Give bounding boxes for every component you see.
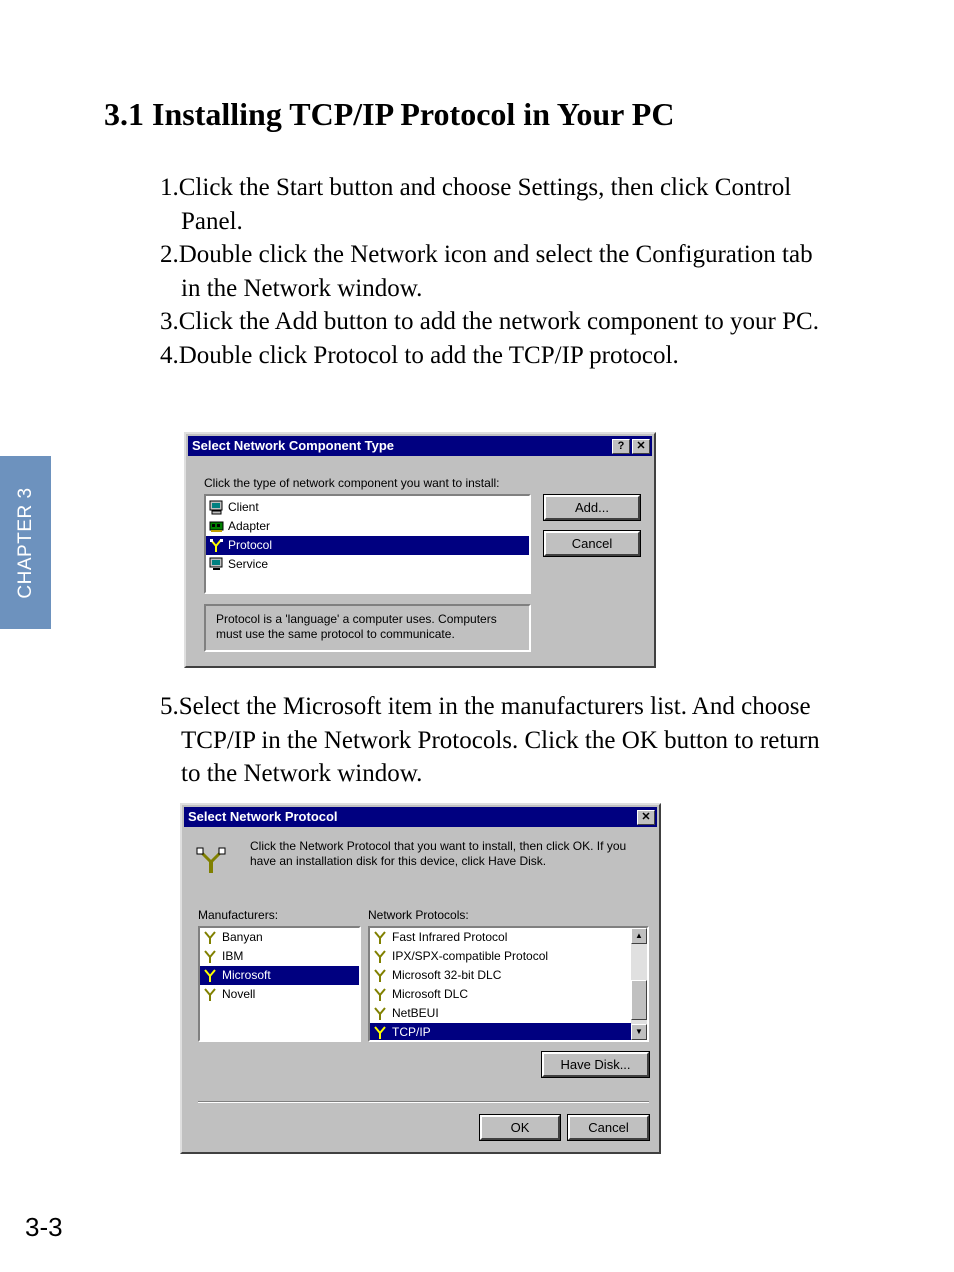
- network-card-icon: [209, 519, 224, 534]
- instruction-steps-2: [160, 690, 830, 791]
- add-button[interactable]: Add...: [544, 495, 640, 520]
- cancel-button[interactable]: Cancel: [568, 1115, 649, 1140]
- protocol-icon: [373, 1025, 388, 1040]
- protocol-intro: Click the Network Protocol that you want to install, then click OK. If you have an installation disk for this device, click Have Disk.: [250, 839, 627, 868]
- manufacturers-label: Manufacturers:: [198, 908, 279, 922]
- close-icon[interactable]: ✕: [637, 810, 655, 825]
- network-protocols-list[interactable]: [368, 926, 649, 1042]
- list-item-service[interactable]: [206, 555, 529, 574]
- dialog-title: Select Network Component Type: [192, 438, 395, 453]
- component-prompt: Click the type of network component you want to install:: [204, 476, 500, 490]
- step-5: 5.Select the Microsoft item in the manufacturers list. And choose TCP/IP in the Network Protocols. Click the OK button to return to the Network window.: [160, 693, 820, 788]
- page-title: 3.1 Installing TCP/IP Protocol in Your PC: [104, 96, 675, 132]
- close-icon[interactable]: ✕: [632, 439, 650, 454]
- page-number: 3-3: [25, 1212, 63, 1242]
- scroll-down-icon[interactable]: ▼: [631, 1024, 647, 1040]
- manufacturer-ibm[interactable]: [200, 947, 359, 966]
- item-label: Banyan: [222, 930, 263, 944]
- list-item-protocol[interactable]: [206, 536, 529, 555]
- protocol-ms-32bit-dlc[interactable]: [370, 966, 631, 985]
- protocol-icon: [203, 949, 218, 964]
- item-label: Microsoft: [222, 968, 271, 982]
- step-4: 4.Double click Protocol to add the TCP/IP protocol.: [160, 341, 679, 369]
- protocol-icon: [196, 845, 226, 875]
- item-label: Novell: [222, 987, 256, 1001]
- scroll-thumb[interactable]: [631, 980, 647, 1020]
- component-list[interactable]: [204, 494, 531, 594]
- dialog-titlebar: [184, 807, 657, 827]
- protocol-icon: [373, 930, 388, 945]
- select-network-protocol-dialog: [180, 803, 661, 1154]
- item-label: Fast Infrared Protocol: [392, 930, 508, 944]
- dialog-titlebar: [188, 436, 652, 456]
- computer-icon: [209, 500, 224, 515]
- item-label: Microsoft DLC: [392, 987, 469, 1001]
- protocol-tcpip[interactable]: [370, 1023, 631, 1042]
- item-label: NetBEUI: [392, 1006, 439, 1020]
- chapter-tab: [0, 456, 51, 629]
- item-label: TCP/IP: [392, 1025, 431, 1039]
- item-label: Protocol: [228, 538, 273, 552]
- select-network-component-dialog: [184, 432, 656, 668]
- protocol-icon: [373, 1006, 388, 1021]
- protocol-icon: [203, 987, 218, 1002]
- item-label: Service: [228, 557, 269, 571]
- protocol-fast-infrared[interactable]: [370, 928, 631, 947]
- item-label: Adapter: [228, 519, 271, 533]
- step-3: 3.Click the Add button to add the network component to your PC.: [160, 308, 819, 336]
- protocols-scrollbar[interactable]: [631, 928, 647, 1040]
- component-description: Protocol is a 'language' a computer uses. Computers must use the same protocol to communicate.: [204, 604, 531, 652]
- chapter-tab-label: CHAPTER 3: [14, 486, 36, 599]
- scroll-up-icon[interactable]: ▲: [631, 928, 647, 944]
- ok-button[interactable]: OK: [480, 1115, 560, 1140]
- protocol-icon: [373, 968, 388, 983]
- dialog-title: Select Network Protocol: [188, 809, 338, 824]
- protocol-ipx-spx[interactable]: [370, 947, 631, 966]
- manufacturer-novell[interactable]: [200, 985, 359, 1004]
- protocol-icon: [373, 987, 388, 1002]
- protocol-icon: [373, 949, 388, 964]
- instruction-steps-1: [160, 171, 830, 373]
- dialog-separator: [198, 1101, 649, 1103]
- item-label: Client: [228, 500, 259, 514]
- protocol-ms-dlc[interactable]: [370, 985, 631, 1004]
- list-item-client[interactable]: [206, 498, 529, 517]
- item-label: Microsoft 32-bit DLC: [392, 968, 502, 982]
- have-disk-button[interactable]: Have Disk...: [542, 1052, 649, 1077]
- cancel-button[interactable]: Cancel: [544, 531, 640, 556]
- help-icon[interactable]: ?: [612, 439, 630, 454]
- service-icon: [209, 557, 224, 572]
- list-item-adapter[interactable]: [206, 517, 529, 536]
- manufacturer-banyan[interactable]: [200, 928, 359, 947]
- manufacturers-list[interactable]: [198, 926, 361, 1042]
- network-protocols-label: Network Protocols:: [368, 908, 469, 922]
- item-label: IBM: [222, 949, 244, 963]
- step-2: 2.Double click the Network icon and select the Configuration tab in the Network window.: [160, 241, 813, 302]
- item-label: IPX/SPX-compatible Protocol: [392, 949, 549, 963]
- step-1: 1.Click the Start button and choose Settings, then click Control Panel.: [160, 174, 792, 235]
- protocol-icon: [203, 930, 218, 945]
- protocol-icon: [209, 538, 224, 553]
- protocol-icon: [203, 968, 218, 983]
- protocol-netbeui[interactable]: [370, 1004, 631, 1023]
- manufacturer-microsoft[interactable]: [200, 966, 359, 985]
